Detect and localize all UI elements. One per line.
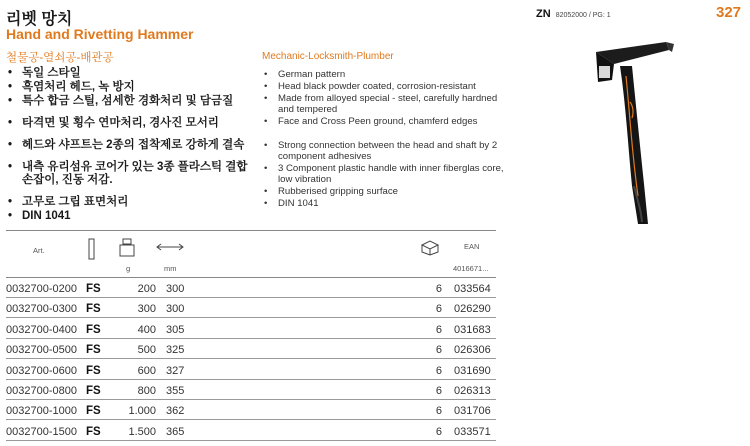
feature-list-ko [6,67,254,224]
cell-pack-qty: 6 [435,425,442,438]
table-row [6,278,496,298]
zn-reference [536,8,611,20]
cell-pack-qty: 6 [435,364,442,377]
page-number: 327 [716,4,742,21]
table-row [6,339,496,359]
feature-ko-item: • DIN 1041 [6,210,254,223]
cell-weight: 400 [137,323,156,336]
cell-type: FS [86,425,101,438]
subtitle-en: Mechanic-Locksmith-Plumber [262,51,394,62]
table-row [6,421,496,441]
cell-ean: 026313 [454,385,491,397]
cell-length: 300 [166,283,185,295]
cell-article-number: 0032700-0600 [6,364,77,377]
cell-pack-qty: 6 [435,323,442,336]
cell-article-number: 0032700-1500 [6,425,77,438]
feature-ko-item: • 흑염처리 헤드, 녹 방지 [6,81,254,94]
cell-length: 300 [166,303,185,316]
cell-ean: 033571 [454,425,491,438]
package-box-icon [420,240,440,256]
cell-weight: 300 [137,303,156,316]
cell-article-number: 0032700-0500 [6,344,77,357]
col-header-ean: EAN [464,242,480,251]
cell-weight: 800 [137,385,156,397]
cell-article-number: 0032700-0400 [6,323,77,336]
ean-prefix: 4016671... [453,264,489,273]
cell-type: FS [86,303,101,316]
table-row [6,360,496,380]
cell-pack-qty: 6 [435,283,442,295]
feature-list-en [262,69,508,210]
cell-article-number: 0032700-0800 [6,385,77,397]
cell-ean: 026290 [454,303,491,316]
table-row [6,298,496,318]
feature-ko-item: • 헤드와 샤프트는 2종의 접착제로 강하게 결속 [6,139,254,152]
handle-length-icon [88,238,96,260]
cell-type: FS [86,385,101,397]
feature-en-item: • Head black powder coated, corrosion-resistant [262,81,508,92]
subtitle-ko: 철물공-열쇠공-배관공 [6,52,114,64]
cell-type: FS [86,364,101,377]
feature-ko-item: • 내측 유리섬유 코어가 있는 3종 플라스틱 결합 손잡이, 진동 저감. [6,161,254,187]
feature-en-item: • 3 Component plastic handle with inner fiberglas core, low vibration [262,163,508,185]
feature-ko-item: • 고무로 그립 표면처리 [6,196,254,209]
feature-ko-item: • 특수 합금 스틸, 섬세한 경화처리 및 담금질 [6,95,254,108]
hammer-product-image [586,36,686,226]
feature-en-item: • Made from alloyed special - steel, carefully hardned and tempered [262,93,508,115]
feature-en-item: • German pattern [262,69,508,80]
unit-length: mm [164,264,177,273]
table-top-rule [6,230,496,231]
cell-weight: 600 [137,364,156,377]
cell-length: 355 [166,385,185,397]
unit-weight: g [126,264,131,273]
table-row [6,380,496,400]
feature-en-item: • Face and Cross Peen ground, chamferd edges [262,116,508,127]
table-row [6,400,496,420]
cell-pack-qty: 6 [435,344,442,357]
cell-article-number: 0032700-0200 [6,283,77,295]
cell-length: 305 [166,323,185,336]
cell-length: 327 [166,364,185,377]
cell-pack-qty: 6 [435,405,442,418]
length-arrow-icon [156,243,184,251]
cell-length: 325 [166,344,185,357]
page-title-ko: 리벳 망치 [6,11,73,28]
feature-en-item: • Strong connection between the head and shaft by 2 component adhesives [262,140,508,162]
cell-weight: 200 [137,283,156,295]
cell-pack-qty: 6 [435,385,442,397]
cell-ean: 033564 [454,283,491,295]
table-row [6,319,496,339]
cell-pack-qty: 6 [435,303,442,316]
feature-en-item: • DIN 1041 [262,198,508,209]
cell-type: FS [86,344,101,357]
cell-ean: 031683 [454,323,491,336]
cell-ean: 031706 [454,405,491,418]
feature-ko-item: • 타격면 및 횡수 연마처리, 경사진 모서리 [6,117,254,130]
col-header-art: Art. [33,246,45,255]
feature-en-item: • Rubberised gripping surface [262,186,508,197]
cell-article-number: 0032700-0300 [6,303,77,316]
cell-type: FS [86,405,101,418]
cell-article-number: 0032700-1000 [6,405,77,418]
weight-icon [118,238,136,258]
zn-code: 82052000 / PG: 1 [555,12,611,19]
cell-length: 365 [166,425,185,438]
cell-type: FS [86,323,101,336]
page-title-en: Hand and Rivetting Hammer [6,26,194,42]
cell-ean: 026306 [454,344,491,357]
cell-ean: 031690 [454,364,491,377]
cell-weight: 1.500 [128,425,156,438]
cell-weight: 1.000 [128,405,156,418]
feature-ko-item: • 독일 스타일 [6,67,254,80]
cell-weight: 500 [137,344,156,357]
zn-label: ZN [536,8,551,20]
cell-type: FS [86,283,101,295]
cell-length: 362 [166,405,185,418]
